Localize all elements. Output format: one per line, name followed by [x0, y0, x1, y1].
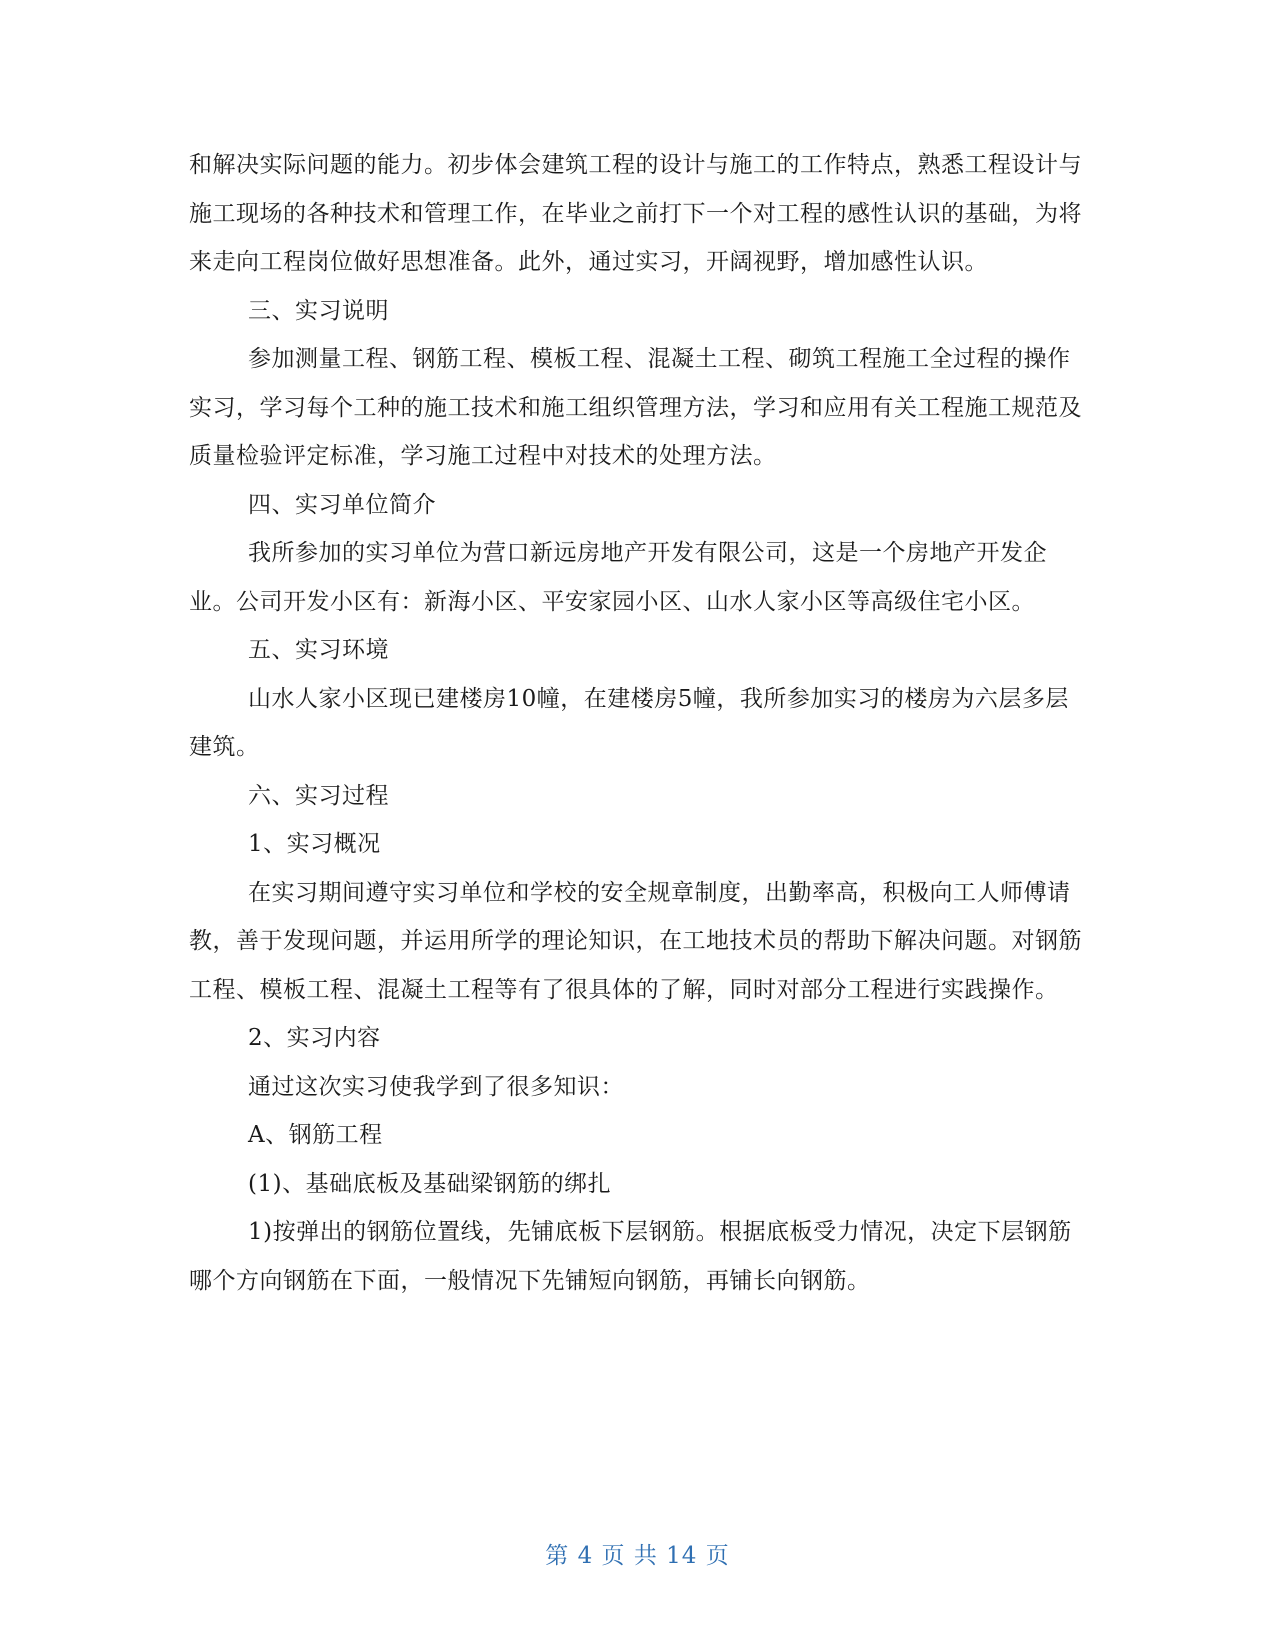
heading-internship-process: 六、实习过程	[248, 782, 389, 809]
subheading-overview: 1、实习概况	[248, 831, 381, 857]
paragraph-purpose-continued: 和解决实际问题的能力。初步体会建筑工程的设计与施工的工作特点，熟悉工程设计与施工现场的各种技术和管理工作，在毕业之前打下一个对工程的感性认识的基础，为将来走向工程岗位做好思想准备。此外，通过实习，开阔视野，增加感性认识。	[189, 152, 1082, 275]
paragraph-content-intro: 通过这次实习使我学到了很多知识：	[248, 1073, 624, 1100]
heading-internship-unit: 四、实习单位简介	[248, 491, 436, 518]
subheading-foundation-rebar: (1)、基础底板及基础梁钢筋的绑扎	[248, 1170, 612, 1197]
subheading-content: 2、实习内容	[248, 1025, 381, 1051]
page-number-footer: 第 4 页 共 14 页	[545, 1543, 730, 1569]
heading-internship-environment: 五、实习环境	[248, 637, 389, 663]
heading-internship-description: 三、实习说明	[248, 297, 389, 324]
subheading-rebar-work: A、钢筋工程	[248, 1122, 383, 1148]
paragraph-overview: 在实习期间遵守实习单位和学校的安全规章制度，出勤率高，积极向工人师傅请教，善于发现问题，并运用所学的理论知识，在工地技术员的帮助下解决问题。对钢筋工程、模板工程、混凝土工程等有了很具体的了解，同时对部分工程进行实践操作。	[189, 879, 1082, 1003]
paragraph-internship-unit: 我所参加的实习单位为营口新远房地产开发有限公司，这是一个房地产开发企业。公司开发小区有：新海小区、平安家园小区、山水人家小区等高级住宅小区。	[189, 540, 1047, 615]
paragraph-internship-environment: 山水人家小区现已建楼房10幢，在建楼房5幢，我所参加实习的楼房为六层多层建筑。	[189, 685, 1069, 760]
paragraph-internship-description: 参加测量工程、钢筋工程、模板工程、混凝土工程、砌筑工程施工全过程的操作实习，学习每个工种的施工技术和施工组织管理方法，学习和应用有关工程施工规范及质量检验评定标准，学习施工过程中对技术的处理方法。	[189, 346, 1082, 469]
document-body	[189, 141, 1089, 1305]
paragraph-rebar-step-1: 1)按弹出的钢筋位置线，先铺底板下层钢筋。根据底板受力情况，决定下层钢筋哪个方向钢筋在下面，一般情况下先铺短向钢筋，再铺长向钢筋。	[189, 1219, 1072, 1294]
